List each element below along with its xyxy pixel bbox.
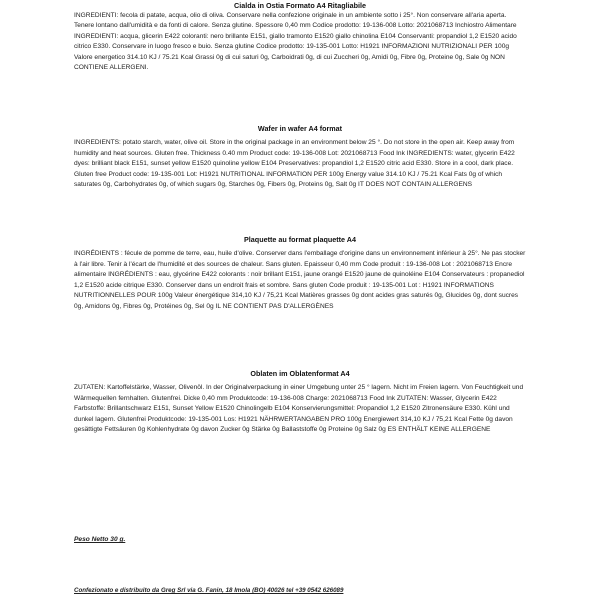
section-french — [74, 235, 526, 312]
manufacturer-footer: Confezionato e distribuito da Greg Srl via G. Fanin, 18 Imola (BO) 40026 tel +39 0542 626089 — [74, 587, 344, 594]
section-body-german: ZUTATEN: Kartoffelstärke, Wasser, Olivenöl. In der Originalverpackung in einer Umgebung unter 25 ° lagern. Nicht im Freien lagern. Von Feuchtigkeit und Wärmequellen fernhalten. Glutenfrei. Dicke 0,40 mm Produktcode: 19-136-008 Charge: 2021068713 Food Ink ZUTATEN: Wasser, Glycerin E422 Farbstoffe: Brillantschwarz E151, Sunset Yellow E1520 Chinolingelb E104 Konservierungsmittel: Propandiol 1,2 E1520 Zitronensäure E330. Kühl und dunkel lagern. Glutenfrei Produktcode: 19-135-001 Los: H1921 NÄHRWERTANGABEN PRO 100g Energiewert 314,10 KJ / 75,21 Kcal Fette 0g davon gesättigte Fettsäuren 0g Kohlenhydrate 0g davon Zucker 0g Stärke 0g Ballaststoffe 0g Proteine 0g Salz 0g ES ENTHÄLT KEINE ALLERGENE — [74, 384, 524, 433]
net-weight: Peso Netto 30 g. — [74, 536, 126, 543]
section-english — [74, 124, 526, 191]
section-title-german: Oblaten im Oblatenformat A4 — [250, 369, 350, 378]
section-body-italian: INGREDIENTI: fecola di patate, acqua, olio di oliva. Conservare nella confezione originale in un ambiente sotto i 25°. Non conservare all'aria aperta. Tenere lontano dall'umidità e da fonti di calore. Senza glutine. Spessore 0,40 mm Codice prodotto: 19-136-008 Lotto: 2021068713 Inchiostro Alimentare INGREDIENTI: acqua, glicerin E422 coloranti: nero brillante E151, giallo tramonto E1520 giallo chinolina E104 Conservanti: propandiol 1,2 E1520 acido citrico E330. Conservare in luogo fresco e buio. Senza glutine Codice prodotto: 19-135-001 Lotto: H1921 INFORMAZIONI NUTRIZIONALI PER 100g Valore energetico 314.10 KJ / 75.21 Kcal Grassi 0g di cui saturi 0g, Carboidrati 0g, di cui Zuccheri 0g, Amidi 0g, Fibre 0g, Proteine 0g, Sale 0g NON CONTIENE ALLERGENI. — [74, 12, 517, 72]
section-body-french: INGRÉDIENTS : fécule de pomme de terre, eau, huile d'olive. Conserver dans l'emballage d'origine dans un environnement inférieur à 25°. Ne pas stocker à l'air libre. Tenir à l'écart de l'humidité et des sources de chaleur. Sans gluten. Epaisseur 0,40 mm Code produit : 19-136-008 Lot : 2021068713 Encre alimentaire INGRÉDIENTS : eau, glycérine E422 colorants : noir brillant E151, jaune orangé E1520 jaune de quinoléine E104 Conservateurs : propanediol 1,2 E1520 acide citrique E330. Conserver dans un endroit frais et sombre. Sans gluten Code produit : 19-135-001 Lot : H1921 INFORMATIONS NUTRITIONNELLES POUR 100g Valeur énergétique 314,10 KJ / 75,21 Kcal Matières grasses 0g dont acides gras saturés 0g, Glucides 0g, dont sucres 0g, Amidons 0g, Fibres 0g, Protéines 0g, Sel 0g IL NE CONTIENT PAS D'ALLERGÈNES — [74, 250, 526, 310]
section-title-french: Plaquette au format plaquette A4 — [244, 235, 356, 244]
section-title-italian: Cialda in Ostia Formato A4 Ritagliabile — [234, 1, 366, 10]
section-body-english: INGREDIENTS: potato starch, water, olive oil. Store in the original package in an environment below 25 °. Do not store in the open air. Keep away from humidity and heat sources. Gluten free. Thickness 0.40 mm Product code: 19-136-008 Lot: 2021068713 Food Ink INGREDIENTS: water, glycerin E422 dyes: brilliant black E151, sunset yellow E1520 quinoline yellow E104 Preservatives: propandiol 1,2 E1520 citric acid E330. Store in a cool, dark place. Gluten free Product code: 19-135-001 Lot: H1921 NUTRITIONAL INFORMATION PER 100g Energy value 314.10 KJ / 75.21 Kcal Fats 0g of which saturates 0g, Carbohydrates 0g, of which sugars 0g, Starches 0g, Fibers 0g, Proteins 0g, Salt 0g IT DOES NOT CONTAIN ALLERGENS — [74, 139, 515, 188]
section-german — [74, 369, 526, 436]
section-title-english: Wafer in wafer A4 format — [257, 124, 343, 133]
section-italian — [74, 1, 526, 73]
label-page — [74, 0, 526, 600]
